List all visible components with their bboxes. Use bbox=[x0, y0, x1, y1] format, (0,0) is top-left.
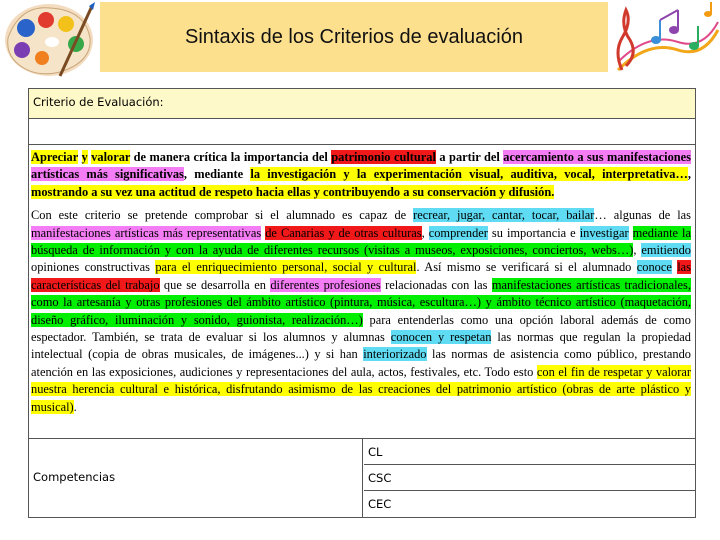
text-segment bbox=[78, 150, 81, 164]
text-segment: comprender bbox=[428, 225, 488, 240]
criterio-statement bbox=[31, 149, 691, 201]
art-palette-icon bbox=[0, 0, 98, 80]
text-segment: … algunas de las bbox=[594, 208, 691, 223]
text-segment: y bbox=[81, 150, 88, 164]
text-segment: mostrando a su vez una actitud de respeto hacia ellas y contribuyendo a su conservación y difusión. bbox=[31, 184, 555, 199]
competencia-value: CL bbox=[368, 445, 383, 459]
criterio-header-row bbox=[29, 89, 695, 119]
text-segment: para el enriquecimiento personal, social y cultural bbox=[155, 260, 417, 275]
criterio-body bbox=[29, 145, 695, 439]
text-segment: opiniones constructivas bbox=[31, 260, 156, 275]
text-segment: , bbox=[421, 225, 429, 240]
text-segment: su importancia e bbox=[487, 225, 580, 240]
text-segment: para entenderlas como una opción laboral además de como espectador. También, se trata de evaluar si los alumnos y alumnas bbox=[31, 312, 691, 345]
text-segment: conocen y respetan bbox=[390, 330, 492, 345]
text-segment: , bbox=[633, 243, 642, 258]
text-segment: . bbox=[73, 399, 77, 414]
text-segment: las normas que regulan la propiedad intelectual (copia de obras musicales, de imágenes...) y si han bbox=[31, 330, 691, 362]
page-title: Sintaxis de los Criterios de evaluación bbox=[185, 26, 523, 48]
text-segment: de Canarias y de otras culturas bbox=[265, 225, 422, 240]
text-segment: manifestaciones artísticas tradicionales, como la artesanía y otras profesiones del ámbito artístico (pintura, música, escultura…) y ámbito técnico artístico (maquetación, diseño gráfico, iluminación y sonido, guionista, realización…) bbox=[31, 277, 691, 327]
music-notes-icon bbox=[608, 0, 720, 80]
criteria-table bbox=[28, 88, 696, 518]
text-segment: relacionadas con las bbox=[380, 277, 492, 292]
text-segment: las características del trabajo bbox=[31, 260, 691, 292]
competencia-value: CSC bbox=[368, 471, 392, 485]
criterio-label: Criterio de Evaluación: bbox=[33, 95, 164, 109]
competencia-row bbox=[364, 439, 695, 465]
text-segment: conoce bbox=[636, 260, 672, 275]
text-segment: investigar bbox=[579, 225, 629, 240]
text-segment: . Así mismo se verificará si el alumnado bbox=[416, 260, 637, 275]
criterio-explanation bbox=[31, 207, 691, 416]
text-segment: a partir del bbox=[435, 150, 504, 164]
text-segment: Con este criterio se pretende comprobar si el alumnado es capaz de bbox=[31, 208, 414, 223]
text-segment bbox=[629, 226, 633, 240]
competencias-cell bbox=[29, 439, 363, 517]
text-segment: que se desarrolla en bbox=[159, 277, 271, 292]
text-segment: patrimonio cultural bbox=[331, 150, 436, 164]
text-segment: diferentes profesiones bbox=[270, 277, 381, 292]
competencia-row bbox=[364, 465, 695, 491]
text-segment: emitiendo bbox=[641, 243, 691, 258]
text-segment: valorar bbox=[91, 150, 131, 164]
slide-header bbox=[0, 0, 720, 80]
competencias-label: Competencias bbox=[33, 470, 116, 484]
text-segment: la investigación y la experimentación visual, auditiva, vocal, interpretativa… bbox=[250, 167, 688, 182]
text-segment: de manera crítica la importancia del bbox=[130, 150, 332, 164]
text-segment: manifestaciones artísticas más representativas bbox=[31, 225, 262, 240]
text-segment: , bbox=[687, 167, 691, 182]
text-segment: acercamiento a sus manifestaciones artísticas más significativas bbox=[31, 150, 691, 182]
text-segment: las normas de asistencia como público, prestando atención en las exposiciones, audiciones y representaciones del aula, actos, festivales, etc. Todo esto bbox=[31, 347, 691, 379]
text-segment: interiorizado bbox=[363, 347, 427, 362]
text-segment: Apreciar bbox=[31, 150, 79, 164]
text-segment: recrear, jugar, cantar, tocar, bailar bbox=[413, 208, 595, 223]
text-segment: mediante la búsqueda de información y con la ayuda de diferentes recursos (visitas a museos, exposiciones, conciertos, webs…) bbox=[31, 225, 691, 258]
competencia-row bbox=[364, 491, 695, 517]
empty-row bbox=[29, 119, 695, 145]
text-segment: con el fin de respetar y valorar nuestra herencia cultural e histórica, disfrutando asimismo de las creaciones del patrimonio artístico (obras de arte plástico y musical) bbox=[31, 364, 691, 414]
competencia-value: CEC bbox=[368, 497, 392, 511]
text-segment: , mediante bbox=[183, 167, 251, 182]
title-band bbox=[100, 2, 608, 72]
